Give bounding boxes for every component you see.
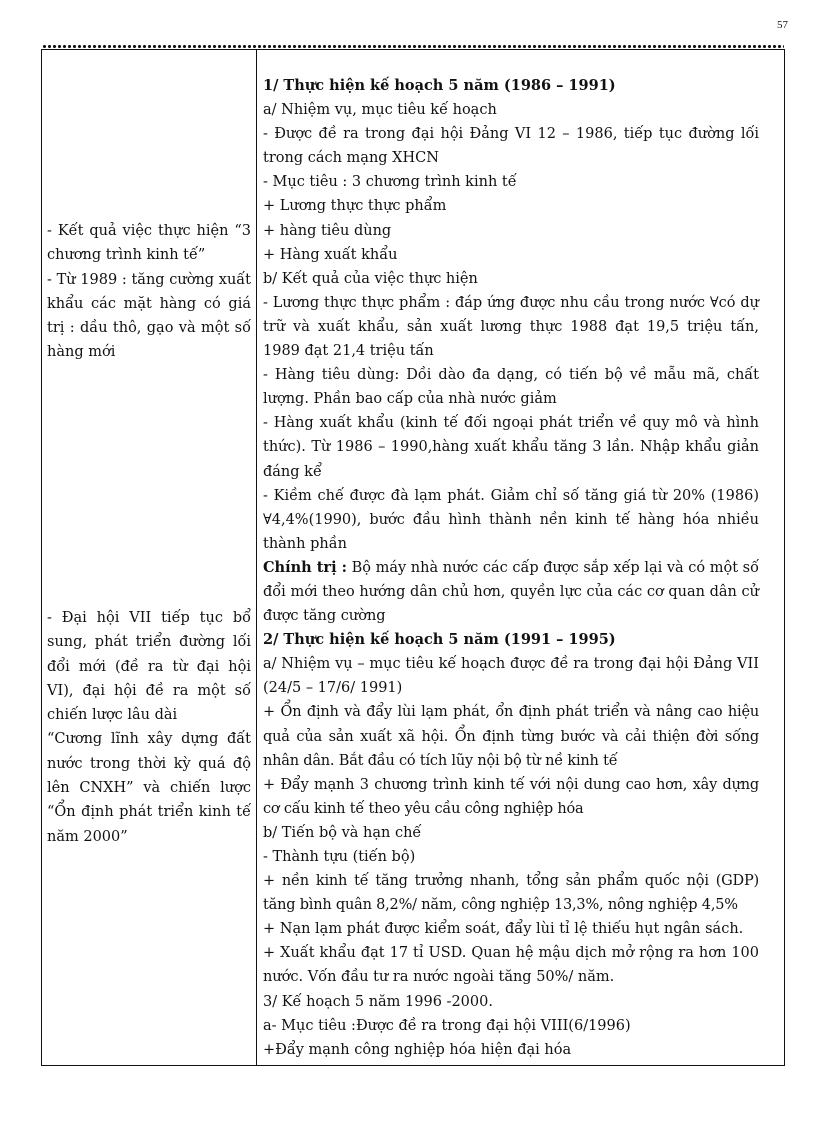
politics-text: Bộ máy nhà nước các cấp được sắp xếp lại và có một số đổi mới theo hướng dân chủ hơn, quyền lực của các cơ quan dân cử được tăng cường — [263, 559, 759, 625]
content-line: - Mục tiêu : 3 chương trình kinh tế — [263, 174, 517, 191]
content-line: a/ Nhiệm vụ – mục tiêu kế hoạch được đề ra trong đại hội Đảng VII (24/5 – 17/6/ 1991) — [263, 656, 759, 697]
content-line: + Hàng xuất khẩu — [263, 246, 398, 263]
content-line: - Kiềm chế được đà lạm phát. Giảm chỉ số tăng giá từ 20% (1986) ∀4,4%(1990), bước đầu hình thành nền kinh tế hàng hóa nhiều thành phần — [263, 487, 759, 552]
content-line: - Hàng tiêu dùng: Dồi dào đa dạng, có tiến bộ về mẫu mã, chất lượng. Phần bao cấp của nhà nước giảm — [263, 367, 759, 408]
content-line: b/ Kết quả của việc thực hiện — [263, 270, 478, 287]
section-heading-1: 1/ Thực hiện kế hoạch 5 năm (1986 – 1991) — [263, 77, 616, 94]
politics-paragraph — [263, 556, 759, 628]
main-content — [263, 74, 759, 1062]
left-note: - Đại hội VII tiếp tục bổ sung, phát triển đường lối đổi mới (đề ra từ đại hội VI), đại hội đề ra một số chiến lược lâu dài — [47, 610, 251, 724]
content-line: 3/ Kế hoạch 5 năm 1996 -2000. — [263, 993, 493, 1010]
content-line: + nền kinh tế tăng trưởng nhanh, tổng sản phẩm quốc nội (GDP) tăng bình quân 8,2%/ năm, công nghiệp 13,3%, nông nghiệp 4,5% — [263, 873, 759, 914]
content-line: + Đẩy mạnh 3 chương trình kinh tế với nội dung cao hơn, xây dựng cơ cấu kinh tế theo yêu cầu công nghiệp hóa — [263, 776, 759, 817]
content-line: - Hàng xuất khẩu (kinh tế đối ngoại phát triển về quy mô và hình thức). Từ 1986 – 1990,hàng xuất khẩu tăng 3 lần. Nhập khẩu giản đáng kể — [263, 415, 759, 480]
page-number: 57 — [777, 19, 788, 31]
content-line: +Đẩy mạnh công nghiệp hóa hiện đại hóa — [263, 1041, 572, 1058]
left-note: “Cương lĩnh xây dựng đất nước trong thời kỳ quá độ lên CNXH” và chiến lược “Ổn định phát triển kinh tế năm 2000” — [47, 731, 251, 845]
section-heading-2: 2/ Thực hiện kế hoạch 5 năm (1991 – 1995) — [263, 631, 616, 649]
politics-label: Chính trị : — [263, 558, 347, 576]
content-line: + Lương thực thực phẩm — [263, 198, 447, 215]
left-notes-block-1 — [47, 219, 251, 365]
content-line: a/ Nhiệm vụ, mục tiêu kế hoạch — [263, 102, 497, 119]
content-line: - Được đề ra trong đại hội Đảng VI 12 – 1986, tiếp tục đường lối trong cách mạng XHCN — [263, 126, 759, 167]
content-line: b/ Tiến bộ và hạn chế — [263, 824, 422, 841]
left-notes-block-2 — [47, 606, 251, 849]
content-line: + Ổn định và đẩy lùi lạm phát, ổn định phát triển và nâng cao hiệu quả của sản xuất xã hội. Ổn định từng bước và cải thiện đời sống nhân dân. Bắt đầu có tích lũy nội bộ từ nề kinh tế — [263, 704, 759, 769]
content-line: + Xuất khẩu đạt 17 tỉ USD. Quan hệ mậu dịch mở rộng ra hơn 100 nước. Vốn đầu tư ra nước ngoài tăng 50%/ năm. — [263, 945, 759, 986]
content-line: - Lương thực thực phẩm : đáp ứng được nhu cầu trong nước ∀có dự trữ và xuất khẩu, sản xuất lương thực 1988 đạt 19,5 triệu tấn, 1989 đạt 21,4 triệu tấn — [263, 294, 759, 360]
content-line: + hàng tiêu dùng — [263, 222, 392, 239]
left-note: - Từ 1989 : tăng cường xuất khẩu các mặt hàng có giá trị : dầu thô, gạo và một số hàng mới — [47, 271, 251, 361]
column-divider — [256, 49, 257, 1066]
left-note: - Kết quả việc thực hiện “3 chương trình kinh tế” — [47, 223, 251, 264]
content-line: a- Mục tiêu :Được đề ra trong đại hội VIII(6/1996) — [263, 1017, 631, 1034]
content-line: - Thành tựu (tiến bộ) — [263, 849, 416, 865]
content-line: + Nạn lạm phát được kiểm soát, đẩy lùi tỉ lệ thiếu hụt ngân sách. — [263, 921, 744, 938]
